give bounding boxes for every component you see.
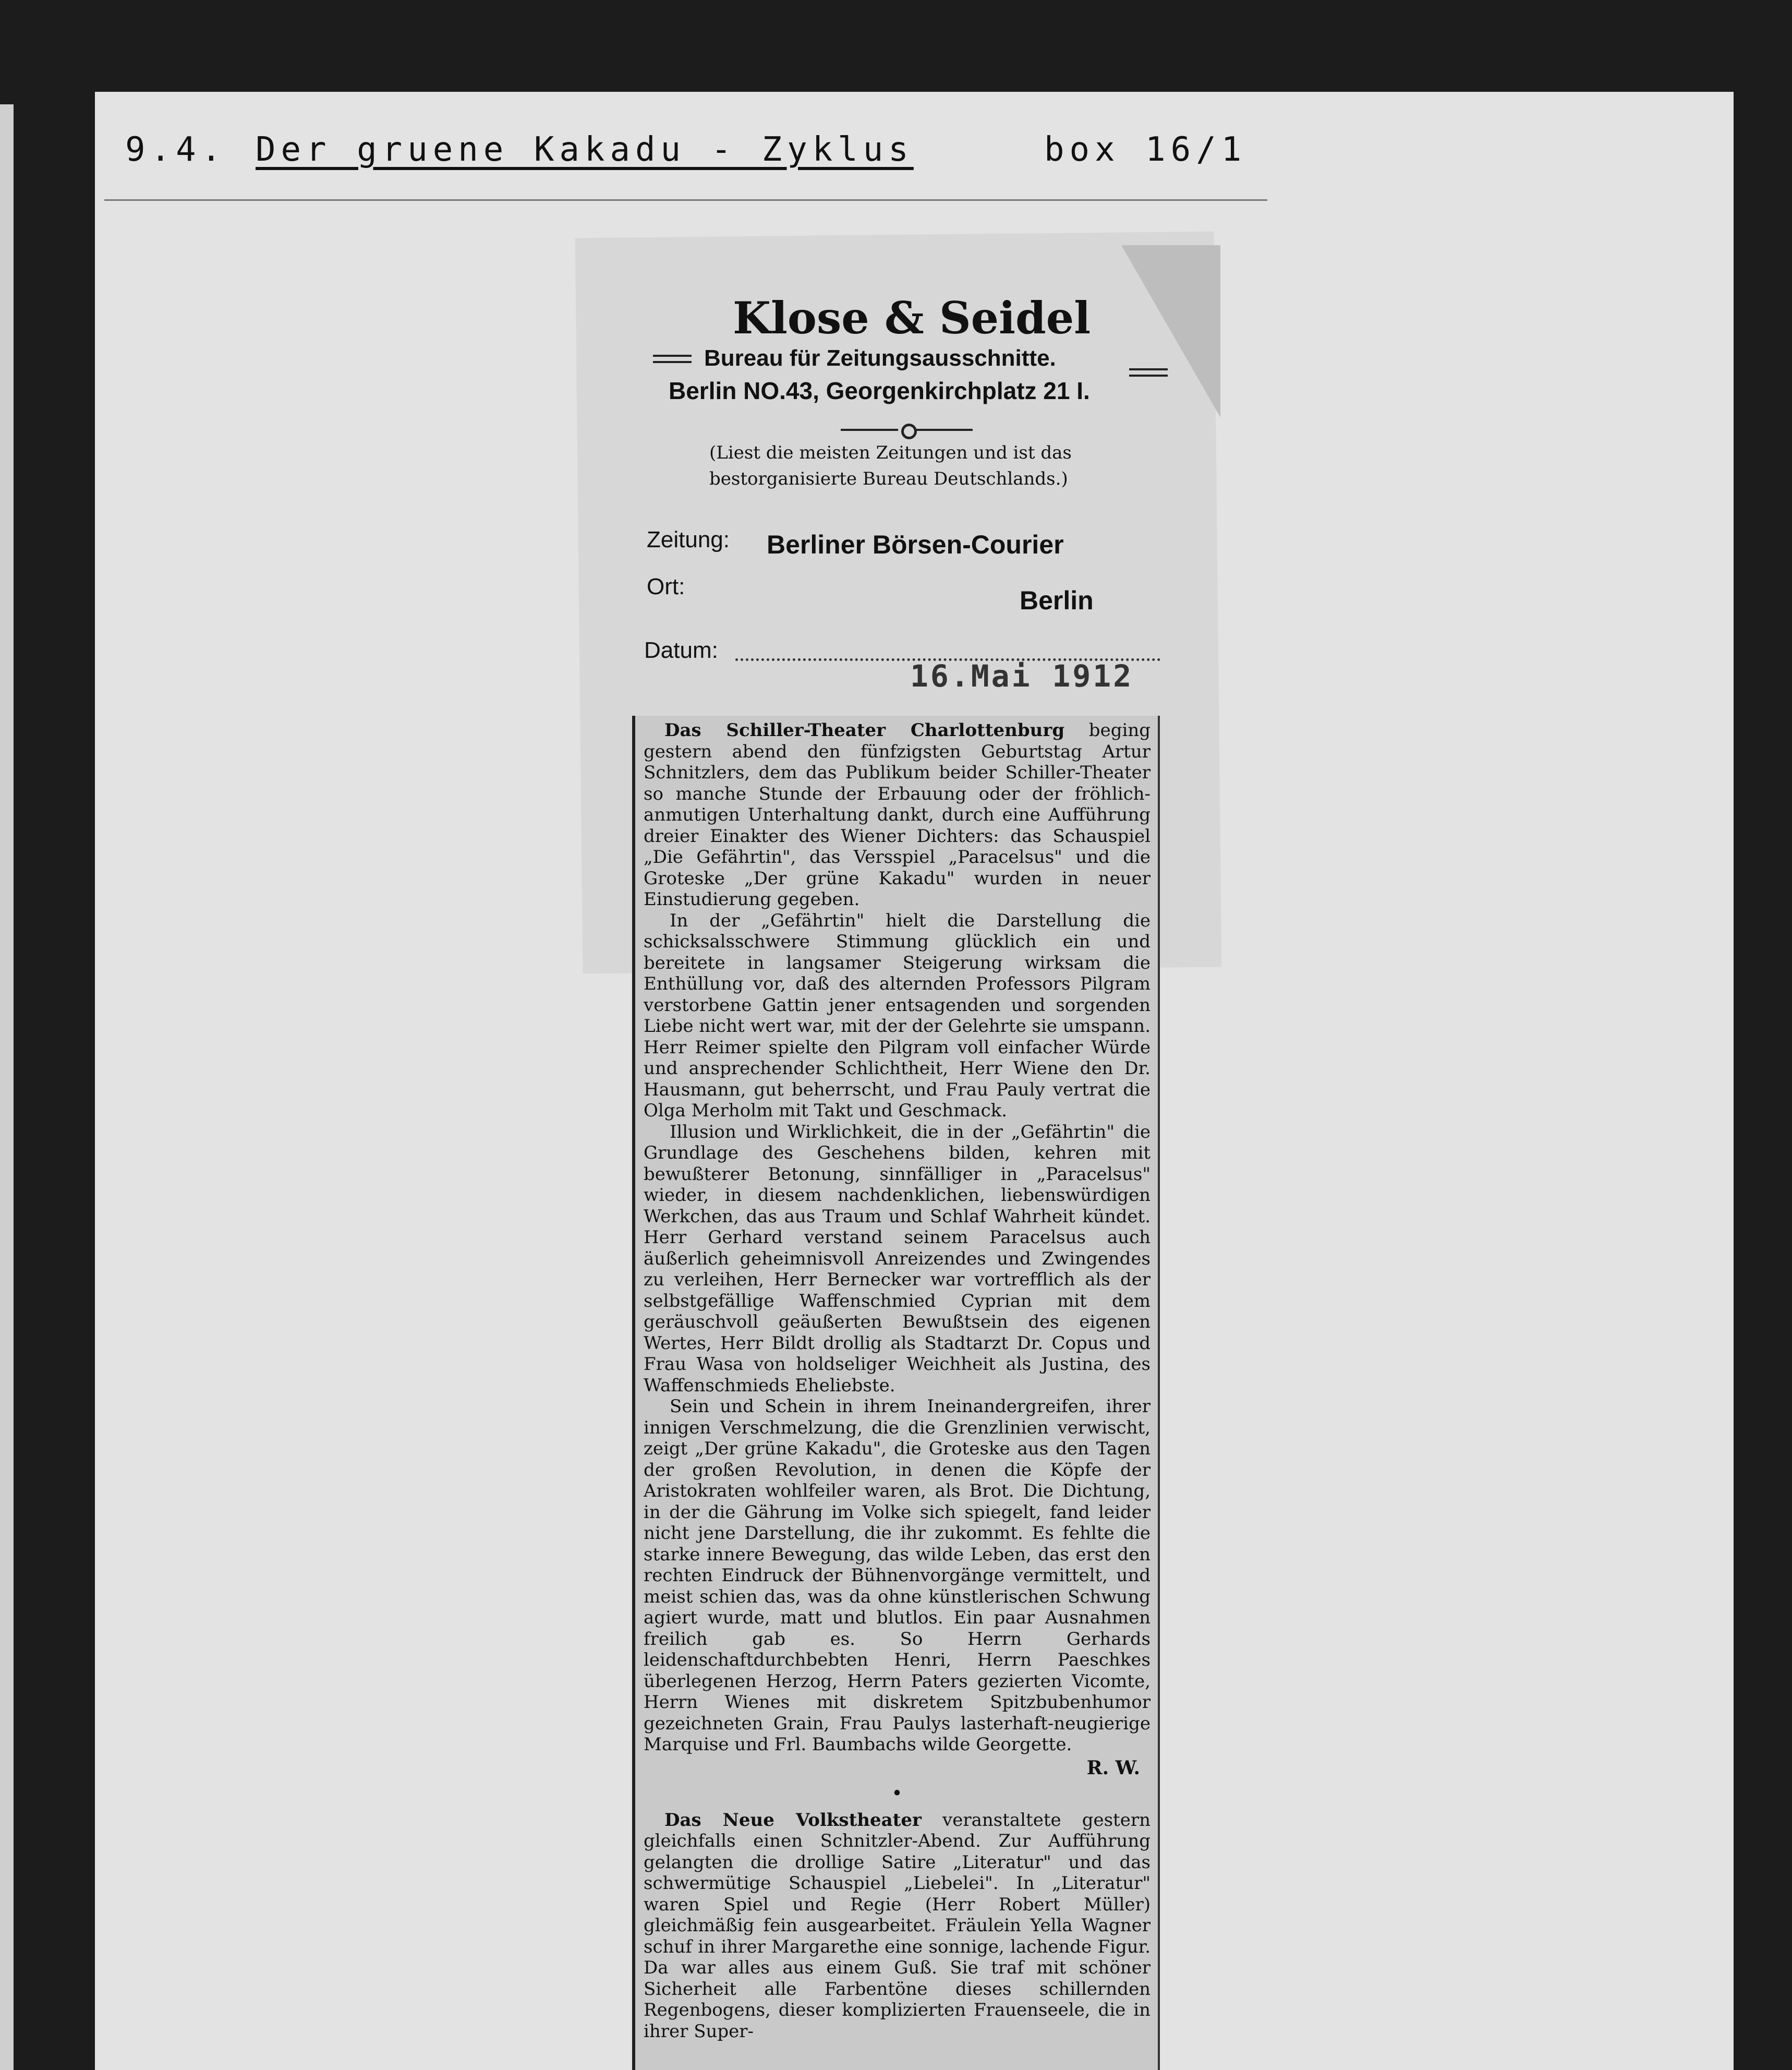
article-paragraph-3: Illusion und Wirklichkeit, die in der „Gefährtin" die Grundlage des Geschehens bilden, kehren mit bewußterer Betonung, sinnfälliger in „Paracelsus" wieder, in diesem nachdenklichen, liebenswürdigen Werkchen, das aus Traum und Schlaf Wahrheit kündet. Herr Gerhard verstand seinem Paracelsus auch äußerlich geheimnisvoll Anreizendes und Zwingendes zu verleihen, Herr Bernecker war vortrefflich als der selbstgefällige Waffenschmied Cyprian mit dem geräuschvoll geäußerten Bewußtsein des eigenen Wertes, Herr Bildt drollig als Stadtarzt Dr. Copus und Frau Wasa von holdseliger Weichheit als Justina, des Waffenschmieds Eheliebste.	[644, 1121, 1151, 1396]
tagline-line-2: bestorganisierte Bureau Deutschlands.)	[709, 468, 1068, 489]
ort-value: Berlin	[1020, 586, 1094, 615]
date-stamp: 16.Mai 1912	[910, 658, 1134, 694]
zeitung-label: Zeitung:	[647, 527, 730, 552]
article-paragraph-4: Sein und Schein in ihrem Ineinandergreifen, ihrer innigen Verschmelzung, die die Grenzlinien verwischt, zeigt „Der grüne Kakadu", die Groteske aus den Tagen der großen Revolution, in denen die Köpfe der Aristokraten wohlfeiler waren, als Brot. Die Dichtung, in der die Gährung im Volke sich spiegelt, fand leider nicht jene Darstellung, die ihr zukommt. Es fehlte die starke innere Bewegung, das wilde Leben, das erst den rechten Eindruck der Bühnenvorgänge vermittelt, und meist schien das, was da ohne künstlerischen Schwung agiert wurde, matt und blutlos. Ein paar Ausnahmen freilich gab es. So Herrn Gerhards leidenschaftdurchbebten Henri, Herrn Paeschkes überlegenen Herzog, Herrn Paters gezierten Vicomte, Herrn Wienes mit diskretem Spitzbubenhumor gezeichneten Grain, Frau Paulys lasterhaft-neugierige Marquise und Frl. Baumbachs wilde Georgette.	[644, 1396, 1151, 1755]
ort-label: Ort:	[647, 574, 685, 599]
article-separator: •	[891, 1783, 903, 1804]
ornament-rule-right	[1129, 368, 1168, 370]
ornament-rule-left	[653, 355, 692, 357]
company-address: Berlin NO.43, Georgenkirchplatz 21 I.	[669, 377, 1090, 404]
ornament-rule-left-2	[653, 361, 692, 363]
divider-right	[915, 429, 973, 431]
divider-left	[841, 429, 898, 431]
company-name: Klose & Seidel	[733, 292, 1091, 344]
newspaper-article	[632, 716, 1160, 2070]
box-label: box 16/1	[1044, 130, 1247, 169]
article-paragraph-2: In der „Gefährtin" hielt die Darstellung die schicksalsschwere Stimmung glücklich ein und bereitete in langsamer Steigerung wirksam die Enthüllung vor, daß des alternden Professors Pilgram verstorbene Gattin jener entsagenden und sorgenden Liebe nicht wert war, mit der der Gelehrte sie umspann. Herr Reimer spielte den Pilgram voll einfacher Würde und ansprechender Schlichtheit, Herr Wiene den Dr. Hausmann, gut beherrscht, und Frau Pauly vertrat die Olga Merholm mit Takt und Geschmack.	[644, 910, 1151, 1121]
header-rule	[104, 199, 1267, 201]
folder-title: Der gruene Kakadu - Zyklus	[256, 130, 914, 169]
zeitung-value: Berliner Börsen-Courier	[767, 530, 1064, 559]
article-paragraph-5	[644, 1810, 1151, 2042]
article-1-body: beging gestern abend den fünfzigsten Geburtstag Artur Schnitzlers, dem das Publikum beider Schiller-Theater so manche Stunde der Erbauung oder der fröhlich-anmutigen Unterhaltung dankt, durch eine Aufführung dreier Einakter des Wiener Dichters: das Schauspiel „Die Gefährtin", das Versspiel „Paracelsus" und die Groteske „Der grüne Kakadu" wurden in neuer Einstudierung gegeben.	[644, 720, 1151, 910]
article-2-body: veranstaltete gestern gleichfalls einen Schnitzler-Abend. Zur Aufführung gelangten die drollige Satire „Literatur" und das schwermütige Schauspiel „Liebelei". In „Literatur" waren Spiel und Regie (Herr Robert Müller) gleichmäßig fein ausgearbeitet. Fräulein Yella Wagner schuf in ihrer Margarethe eine sonnige, lachende Figur. Da war alles aus einem Guß. Sie traf mit schöner Sicherheit alle Farbentöne dieses schillernden Regenbogens, dieser komplizierten Frauenseele, die in ihrer Super-	[644, 1809, 1151, 2042]
sheet-header	[125, 130, 1273, 177]
tagline-line-1: (Liest die meisten Zeitungen und ist das	[709, 442, 1072, 463]
bureau-line: Bureau für Zeitungsausschnitte.	[704, 345, 1056, 371]
adjacent-card-edge	[0, 104, 14, 2070]
article-paragraph-1	[644, 720, 1151, 910]
ornament-rule-right-2	[1129, 375, 1168, 377]
folder-number: 9.4.	[125, 130, 227, 169]
article-1-heading: Das Schiller-Theater Charlottenburg	[664, 720, 1065, 741]
divider-circle	[901, 424, 917, 439]
author-signature: R. W.	[1086, 1756, 1140, 1779]
datum-label: Datum:	[644, 637, 718, 663]
article-2-heading: Das Neue Volkstheater	[664, 1809, 922, 1831]
